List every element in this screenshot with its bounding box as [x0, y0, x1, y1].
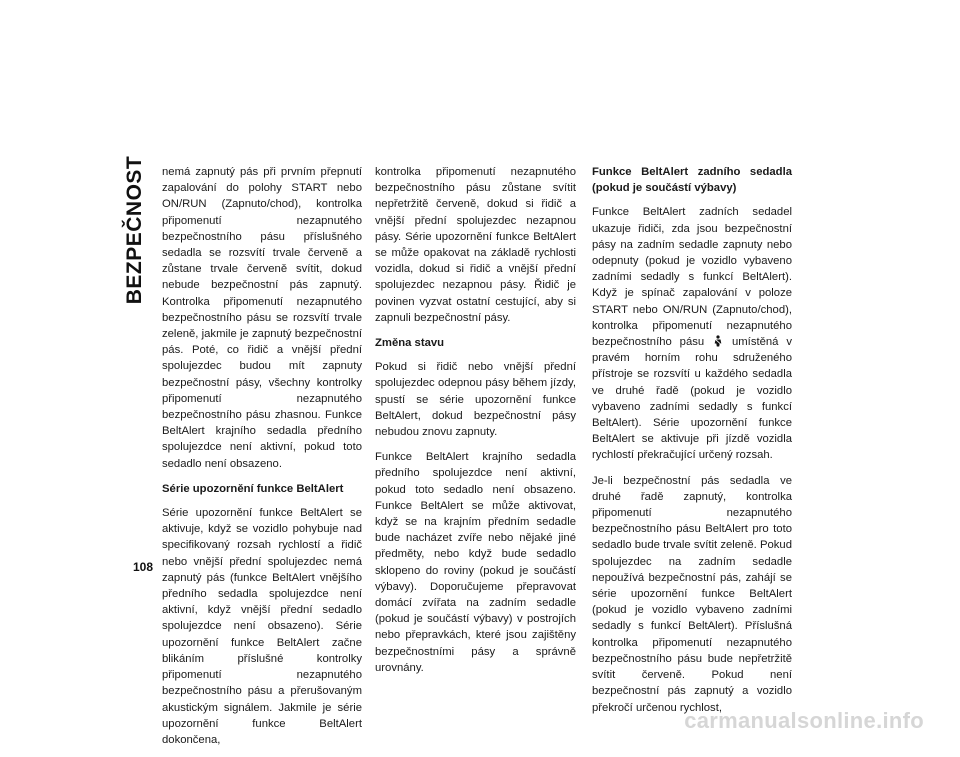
watermark: carmanualsonline.info — [684, 708, 924, 733]
column-3 — [592, 164, 792, 725]
paragraph — [592, 204, 792, 463]
paragraph-text: umístěná v pravém horním rohu sdruženého přístroje se rozsvítí u každého sedadla ve druhé řadě (pokud je vozidlo vybaveno zadními sedadly s funkcí BeltAlert). Série upozornění funkce BeltAlert se aktivuje při jízdě vozidla rychlostí překračující určený rozsah. — [592, 336, 793, 462]
paragraph: nemá zapnutý pás při prvním přepnutí zapalování do polohy START nebo ON/RUN (Zapnuto/chod), kontrolka připomenutí nezapnutého bezpečnostního pásu příslušného sedadla se rozsvítí trvale červeně a zůstane trvale červeně svítit, dokud nebude bezpečnostní pás zapnutý. Kontrolka připomenutí nezapnutého bezpečnostního pásu se rozsvítí trvale zeleně, jakmile je zapnutý bezpečnostní pás. Poté, co řidič a vnější přední spolujezdec budou mít zapnuty bezpečnostní pásy, všechny kontrolky připomenutí nezapnutého bezpečnostního pásu zhasnou. Funkce BeltAlert krajního sedadla předního spolujezdce není aktivní, pokud toto sedadlo není obsazeno. — [162, 166, 362, 470]
section-heading — [592, 164, 792, 196]
column-2 — [375, 164, 576, 685]
section-heading: Série upozornění funkce BeltAlert — [162, 482, 344, 495]
section-title-text: BEZPEČNOST — [123, 155, 146, 305]
section-heading: Změna stavu — [375, 337, 445, 350]
heading-line-1: Funkce BeltAlert zadního sedadla — [592, 166, 792, 178]
paragraph: Je-li bezpečnostní pás sedadla ve druhé řadě zapnutý, kontrolka připomenutí nezapnutého bezpečnostního pásu BeltAlert pro toto sedadlo bude trvale svítit zeleně. Pokud spolujezdec na zadním sedadle nepoužívá bezpečnostní pás, zahájí se série upozornění funkce BeltAlert (pokud je vozidlo vybaveno zadními sedadly s funkcí BeltAlert). Příslušná kontrolka připomenutí nezapnutého bezpečnostního pásu bude nepřetržitě svítit červeně. Pokud není bezpečnostní pás zapnutý a vozidlo překročí určenou rychlost, — [592, 474, 792, 714]
section-title — [112, 155, 158, 305]
paragraph: Pokud si řidič nebo vnější přední spolujezdec odepnou pásy během jízdy, spustí se série upozornění funkce BeltAlert, dokud bezpečnostní pásy nebudou znovu zapnuty. — [375, 361, 576, 439]
heading-line-2: (pokud je součástí výbavy) — [592, 182, 737, 195]
paragraph-text: Funkce BeltAlert zadních sedadel ukazuje řidiči, zda jsou bezpečnostní pásy na zadním sedadle zapnuty nebo odepnuty (pokud je vozidlo vybaveno zadními sedadly s funkcí BeltAlert). Když je spínač zapalování v poloze START nebo ON/RUN (Zapnuto/chod), kontrolka připomenutí nezapnutého bezpečnostního pásu — [592, 206, 792, 349]
paragraph: Funkce BeltAlert krajního sedadla předního spolujezdce není aktivní, pokud toto sedadlo není obsazeno. Funkce BeltAlert se může aktivovat, když se na krajním předním sedadle bude nacházet zvíře nebo nějaké jiné předměty, nebo když bude sedadlo sklopeno do roviny (pokud je součástí výbavy). Doporučujeme přepravovat domácí zvířata na zadním sedadle (pokud je součástí výbavy) v postrojích nebo přepravkách, které jsou zajištěny bezpečnostními pásy a správně urovnány. — [375, 451, 576, 674]
paragraph: Série upozornění funkce BeltAlert se aktivuje, když se vozidlo pohybuje nad specifikovaný rozsah rychlostí a řidič nebo vnější přední spolujezdec nemá zapnutý pás (funkce BeltAlert vnějšího předního sedadla spolujezdce není aktivní, když vnější přední sedadlo spolujezdce není obsazeno). Série upozornění funkce BeltAlert začne blikáním příslušné kontrolky připomenutí nezapnutého bezpečnostního pásu a přerušovaným akustickým signálem. Jakmile je série upozornění funkce BeltAlert dokončena, — [162, 507, 362, 746]
column-1 — [162, 164, 362, 757]
page-number: 108 — [133, 560, 154, 574]
seatbelt-reminder-icon — [712, 335, 724, 347]
paragraph: kontrolka připomenutí nezapnutého bezpečnostního pásu zůstane svítit nepřetržitě červeně, dokud si řidič a vnější přední spolujezdec nezapnou pásy. Série upozornění funkce BeltAlert se může opakovat na základě rychlosti vozidla, dokud si řidič a vnější přední spolujezdec nezapnou pásy. Řidič je povinen vyzvat ostatní cestující, aby si zapnuli bezpečnostní pásy. — [375, 166, 576, 324]
